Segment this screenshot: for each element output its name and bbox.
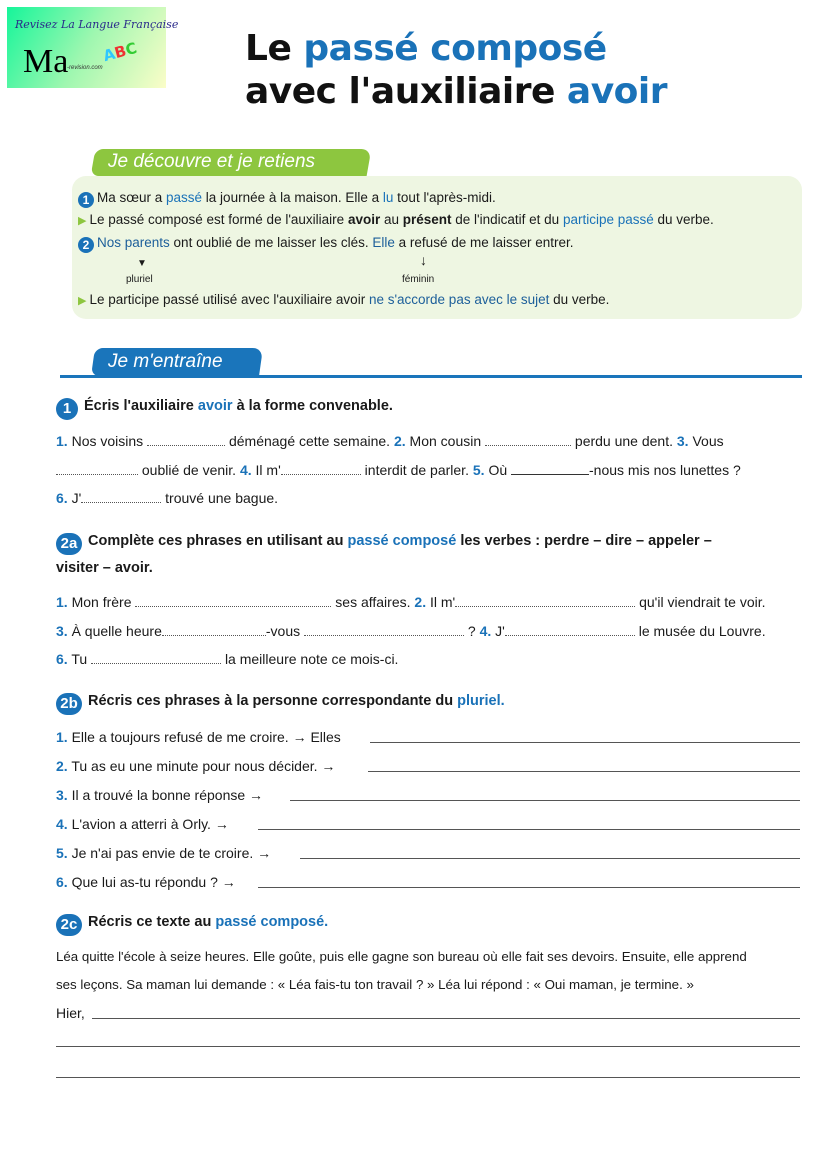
section-divider — [60, 375, 802, 378]
exercise-2c-text: ses leçons. Sa maman lui demande : « Léa fais-tu ton travail ? » Léa lui répond : « Oui maman, je termine. » — [56, 977, 694, 992]
answer-line[interactable] — [258, 887, 800, 888]
exercise-2b-item: 4. L'avion a atterri à Orly. → — [56, 816, 229, 832]
page-title-line2: avec l'auxiliaire avoir — [245, 71, 668, 112]
exercise-1-heading: 1 Écris l'auxiliaire avoir à la forme convenable. — [56, 398, 393, 420]
answer-blank[interactable] — [135, 594, 331, 607]
exercise-2c-text: Léa quitte l'école à seize heures. Elle goûte, puis elle gagne son bureau où elle fait ses devoirs. Ensuite, elle apprend — [56, 949, 747, 964]
exercise-2a-line: 3. À quelle heure -vous ? 4. J' le musée du Louvre. — [56, 623, 766, 639]
answer-blank[interactable] — [505, 623, 635, 636]
answer-blank[interactable] — [147, 433, 225, 446]
arrow-down-icon: ▼ — [137, 258, 147, 269]
rule-2: ▶ Le participe passé utilisé avec l'auxiliaire avoir ne s'accorde pas avec le sujet du verbe. — [78, 292, 610, 307]
answer-line[interactable] — [56, 1077, 800, 1078]
answer-line[interactable] — [258, 829, 800, 830]
answer-line[interactable] — [92, 1018, 800, 1019]
logo-abc: ABC — [101, 38, 139, 66]
practice-tab: Je m'entraîne — [108, 351, 223, 372]
answer-blank[interactable] — [91, 651, 221, 664]
answer-blank[interactable] — [281, 462, 361, 475]
exercise-2b-item: 6. Que lui as-tu répondu ? → — [56, 874, 236, 890]
exercise-2b-item: 1. Elle a toujours refusé de me croire. → Elles — [56, 729, 341, 745]
exercise-1-line: 1. Nos voisins déménagé cette semaine. 2. Mon cousin perdu une dent. 3. Vous — [56, 433, 724, 449]
exercise-1-line: oublié de venir. 4. Il m' interdit de parler. 5. Où -nous mis nos lunettes ? — [56, 462, 741, 478]
answer-blank[interactable] — [81, 490, 161, 503]
exercise-1-line: 6. J' trouvé une bague. — [56, 490, 279, 506]
answer-line[interactable] — [300, 858, 800, 859]
logo-site: -revision.com — [67, 65, 103, 71]
label-pluriel: pluriel — [126, 274, 153, 285]
answer-line[interactable] — [290, 800, 800, 801]
arrow-down-icon: ↓ — [420, 252, 427, 268]
answer-line[interactable] — [370, 742, 800, 743]
exercise-2a-line: 6. Tu la meilleure note ce mois-ci. — [56, 651, 399, 667]
exercise-2b-heading: 2b Récris ces phrases à la personne correspondante du pluriel. — [56, 693, 505, 715]
exercise-2c-start: Hier, — [56, 1005, 85, 1021]
logo-ma: Ma — [23, 43, 69, 80]
example-2: 2 Nos parents ont oublié de me laisser les clés. Elle a refusé de me laisser entrer. — [78, 235, 574, 253]
exercise-2c-heading: 2c Récris ce texte au passé composé. — [56, 914, 328, 936]
discover-tab: Je découvre et je retiens — [108, 151, 316, 172]
answer-blank[interactable] — [56, 462, 138, 475]
answer-blank[interactable] — [304, 623, 464, 636]
exercise-2b-item: 5. Je n'ai pas envie de te croire. → — [56, 845, 272, 861]
exercise-2a-line: 1. Mon frère ses affaires. 2. Il m' qu'il viendrait te voir. — [56, 594, 766, 610]
logo[interactable] — [7, 7, 179, 88]
answer-line[interactable] — [368, 771, 800, 772]
label-feminin: féminin — [402, 274, 435, 285]
answer-line[interactable] — [56, 1046, 800, 1047]
rule-1: ▶ Le passé composé est formé de l'auxiliaire avoir au présent de l'indicatif et du participe passé du verbe. — [78, 212, 714, 227]
exercise-2b-item: 3. Il a trouvé la bonne réponse → — [56, 787, 264, 803]
exercise-2a-heading: 2a Complète ces phrases en utilisant au passé composé les verbes : perdre – dire – appeler – — [56, 533, 712, 555]
example-1: 1 Ma sœur a passé la journée à la maison. Elle a lu tout l'après-midi. — [78, 190, 496, 208]
answer-blank[interactable] — [162, 623, 266, 636]
exercise-2b-item: 2. Tu as eu une minute pour nous décider. → — [56, 758, 336, 774]
page-title-line1: Le passé composé — [245, 28, 607, 69]
exercise-2a-heading-cont: visiter – avoir. — [56, 560, 153, 576]
logo-tagline: Revisez La Langue Française — [15, 18, 179, 31]
answer-blank[interactable] — [511, 462, 589, 475]
answer-blank[interactable] — [485, 433, 571, 446]
answer-blank[interactable] — [455, 594, 635, 607]
